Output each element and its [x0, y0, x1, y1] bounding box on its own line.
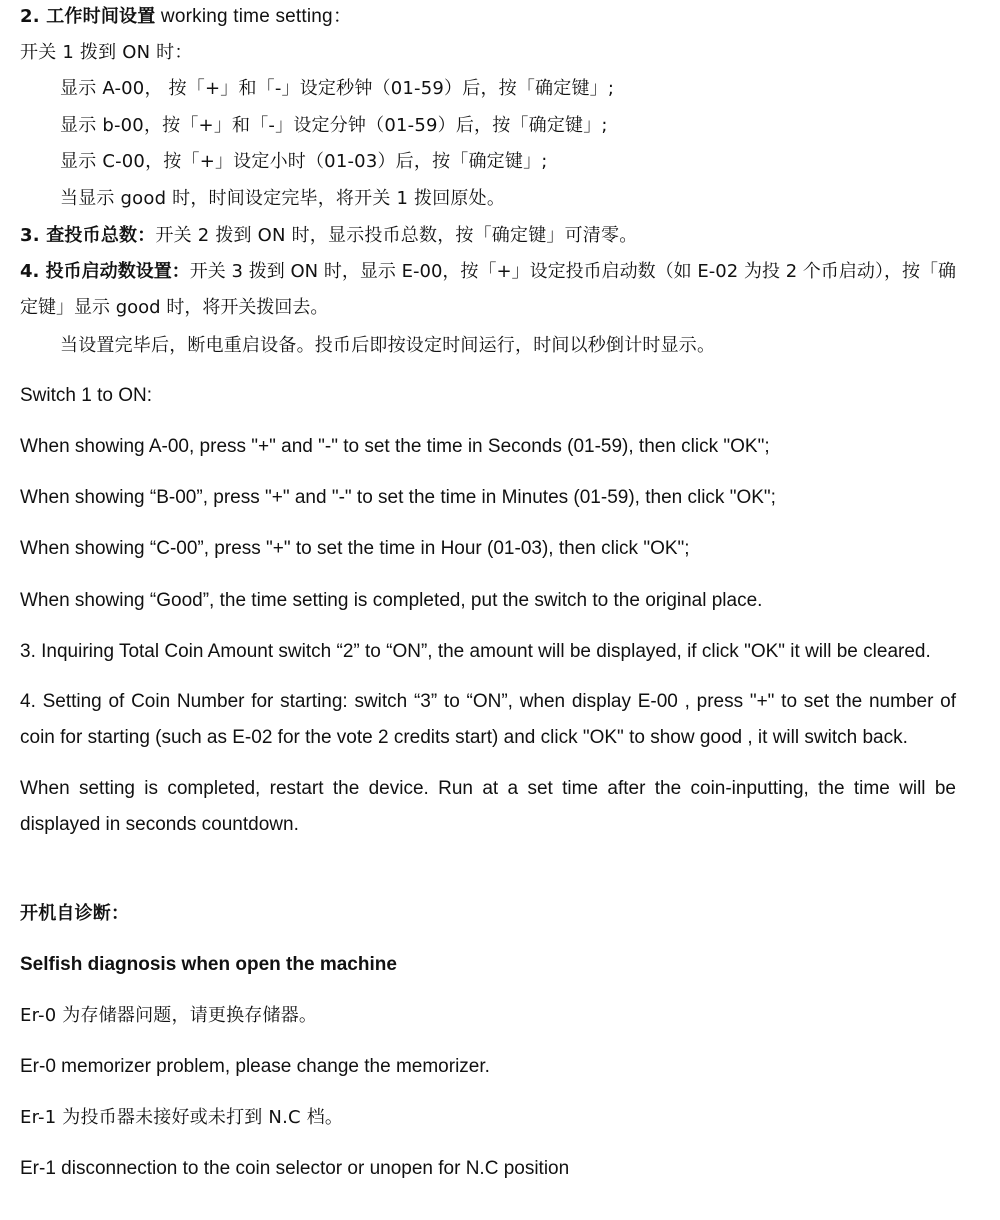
- section-3-cn-text: 开关 2 拨到 ON 时，显示投币总数，按「确定键」可清零。: [155, 225, 638, 246]
- error-er0-en: Er-0 memorizer problem, please change the memorizer.: [20, 1056, 490, 1077]
- section-2-heading-bold: 2. 工作时间设置: [20, 6, 156, 27]
- diagnosis-heading-en: Selfish diagnosis when open the machine: [20, 954, 397, 975]
- step-a-en: When showing A-00, press "+" and "-" to set the time in Seconds (01-59), then click "OK";: [20, 436, 770, 457]
- section-4-en: 4. Setting of Coin Number for starting: switch “3” to “ON”, when display E-00 , press "+" to set the number of coin for starting (such as E-02 for the vote 2 credits start) and click "OK" to show good , it will switch back.: [20, 691, 956, 748]
- diagnosis-heading-cn: 开机自诊断：: [20, 903, 130, 924]
- section-3-cn: [20, 224, 637, 248]
- section-4-cn: [20, 254, 956, 326]
- section-2-heading-english: working time setting：: [155, 6, 353, 27]
- step-b-en: When showing “B-00”, press "+" and "-" to set the time in Minutes (01-59), then click "OK";: [20, 487, 776, 508]
- section-2-heading: [20, 5, 352, 29]
- switch1-cn-line: 开关 1 拨到 ON 时：: [20, 42, 193, 63]
- step-c-en: When showing “C-00”, press "+" to set the time in Hour (01-03), then click "OK";: [20, 538, 690, 559]
- switch1-en: Switch 1 to ON:: [20, 385, 152, 406]
- step-b-cn: 显示 b-00，按「+」和「-」设定分钟（01-59）后，按「确定键」;: [60, 115, 608, 136]
- error-er1-cn: Er-1 为投币器未接好或未打到 N.C 档。: [20, 1107, 344, 1128]
- section-4-cn-text: 开关 3 拨到 ON 时，显示 E-00，按「+」设定投币启动数（如 E-02 为投 2 个币启动），按「确定键」显示 good 时，将开关拨回去。: [20, 261, 957, 318]
- error-er0-cn: Er-0 为存储器问题，请更换存储器。: [20, 1005, 318, 1026]
- step-c-cn: 显示 C-00，按「+」设定小时（01-03）后，按「确定键」;: [60, 151, 548, 172]
- step-good-cn: 当显示 good 时，时间设定完毕，将开关 1 拨回原处。: [60, 188, 506, 209]
- section-3-en: 3. Inquiring Total Coin Amount switch “2” to “ON”, the amount will be displayed, if click "OK" it will be cleared.: [20, 641, 931, 662]
- step-a-cn: 显示 A-00， 按「+」和「-」设定秒钟（01-59）后，按「确定键」;: [60, 78, 615, 99]
- section-4-cn-bold: 4. 投币启动数设置：: [20, 261, 190, 282]
- error-er1-en: Er-1 disconnection to the coin selector or unopen for N.C position: [20, 1158, 570, 1179]
- restart-en: When setting is completed, restart the device. Run at a set time after the coin-inputting, the time will be displayed in seconds countdown.: [20, 778, 956, 835]
- section-3-cn-bold: 3. 查投币总数：: [20, 225, 156, 246]
- restart-note-cn: 当设置完毕后，断电重启设备。投币后即按设定时间运行，时间以秒倒计时显示。: [60, 335, 716, 356]
- step-good-en: When showing “Good”, the time setting is completed, put the switch to the original place.: [20, 590, 763, 611]
